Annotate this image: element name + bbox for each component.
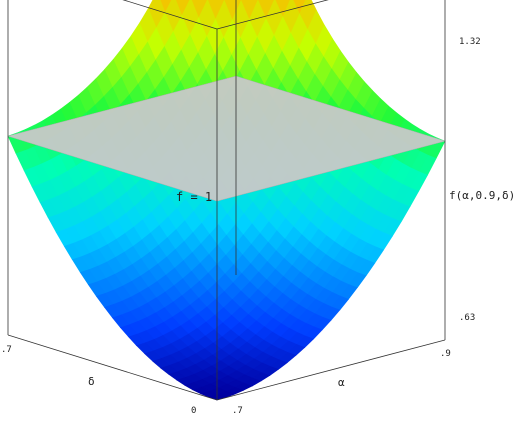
z-tick-min-label: .63 xyxy=(459,313,476,323)
alpha-tick-min-label: .7 xyxy=(232,406,243,416)
alpha-axis-label: α xyxy=(338,376,345,389)
alpha-tick-max-label: .9 xyxy=(440,349,451,359)
plane-label: f = 1 xyxy=(176,190,213,204)
surface-mesh xyxy=(8,0,445,400)
delta-axis-label: δ xyxy=(88,375,95,388)
z-tick-max-label: 1.32 xyxy=(459,37,481,47)
delta-tick-min-label: 0 xyxy=(191,406,197,416)
function-label: f(α,0.9,δ) xyxy=(449,189,516,202)
delta-tick-max-label: .7 xyxy=(1,345,12,355)
